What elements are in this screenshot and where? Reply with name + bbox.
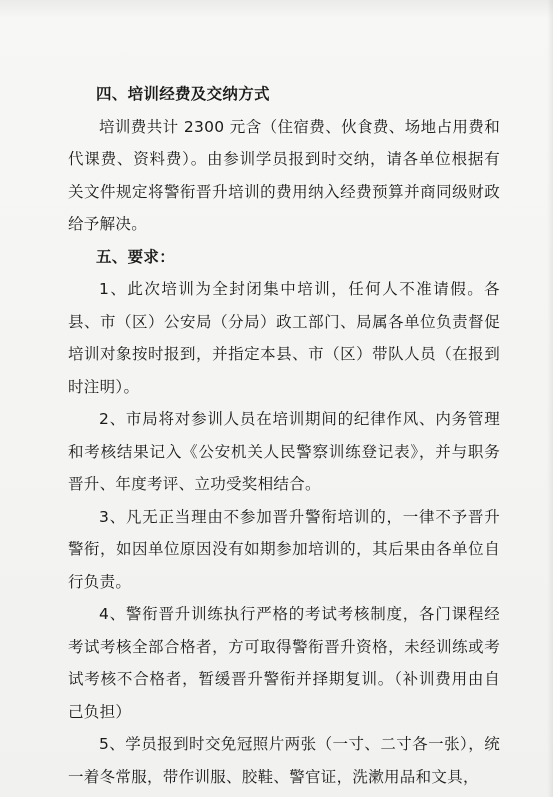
requirement-item-4: 4、警衔晋升训练执行严格的考试考核制度，各门课程经考试考核全部合格者，方可取得警衔晋升资格，未经训练或考试考核不合格者，暂缓晋升警衔并择期复训。（补训费用由自己负担） (68, 605, 500, 721)
document-body (68, 78, 500, 793)
requirement-item-3: 3、凡无正当理由不参加晋升警衔培训的，一律不予晋升警衔，如因单位原因没有如期参加培训的，其后果由各单位自行负责。 (68, 507, 500, 591)
section-5-heading: 五、要求： (96, 247, 176, 266)
requirement-item-1: 1、此次培训为全封闭集中培训，任何人不准请假。各县、市（区）公安局（分局）政工部门、局属各单位负责督促培训对象按时报到，并指定本县、市（区）带队人员（在报到时注明）。 (68, 280, 500, 396)
requirement-item-5: 5、学员报到时交免冠照片两张（一寸、二寸各一张），统一着冬常服，带作训服、胶鞋、警官证，洗漱用品和文具， (68, 735, 500, 786)
section-4-heading: 四、培训经费及交纳方式 (96, 85, 270, 103)
section-4-paragraph: 培训费共计 2300 元含（住宿费、伙食费、场地占用费和代课费、资料费）。由参训学员报到时交纳，请各单位根据有关文件规定将警衔晋升培训的费用纳入经费预算并商同级财政给予解决。 (68, 117, 500, 233)
page-shadow (0, 0, 553, 18)
page-edge (547, 0, 553, 797)
requirement-item-2: 2、市局将对参训人员在培训期间的纪律作风、内务管理和考核结果记入《公安机关人民警察训练登记表》，并与职务晋升、年度考评、立功受奖相结合。 (68, 410, 500, 493)
